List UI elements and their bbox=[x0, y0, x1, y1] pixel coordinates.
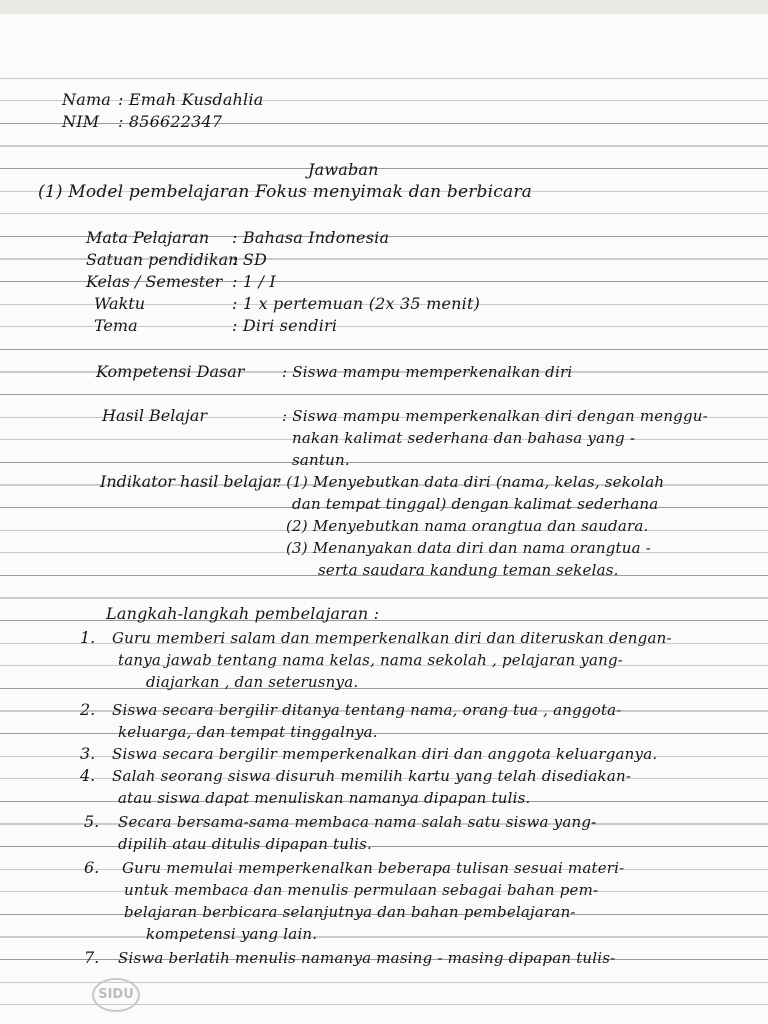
step-line: untuk membaca dan menulis permulaan sebagai bahan pem- bbox=[124, 881, 599, 899]
indikator-line: (2) Menyebutkan nama orangtua dan saudara. bbox=[286, 517, 649, 535]
page-title: Jawaban bbox=[308, 160, 379, 179]
hasil-line: nakan kalimat sederhana dan bahasa yang - bbox=[292, 429, 636, 447]
info-label: Waktu bbox=[94, 294, 146, 313]
step-number: 1. bbox=[80, 628, 96, 647]
indikator-label: Indikator hasil belajar bbox=[100, 472, 280, 491]
info-label: Satuan pendidikan bbox=[86, 250, 239, 269]
info-label: Tema bbox=[94, 316, 138, 335]
info-label: Mata Pelajaran bbox=[86, 228, 210, 247]
step-number: 4. bbox=[80, 766, 96, 785]
indikator-line: (3) Menanyakan data diri dan nama orangtua - bbox=[286, 539, 651, 557]
info-value: : Bahasa Indonesia bbox=[232, 228, 390, 247]
step-line: belajaran berbicara selanjutnya dan bahan pembelajaran- bbox=[124, 903, 576, 921]
nim-value: : 856622347 bbox=[118, 112, 223, 131]
step-line: Guru memberi salam dan memperkenalkan diri dan diteruskan dengan- bbox=[112, 629, 672, 647]
langkah-heading: Langkah-langkah pembelajaran : bbox=[106, 604, 380, 623]
step-number: 7. bbox=[84, 948, 100, 967]
info-value: : SD bbox=[232, 250, 268, 269]
step-line: kompetensi yang lain. bbox=[146, 925, 318, 943]
step-line: diajarkan , dan seterusnya. bbox=[146, 673, 359, 691]
scan-top-edge bbox=[0, 0, 768, 14]
step-line: Salah seorang siswa disuruh memilih kartu yang telah disediakan- bbox=[112, 767, 632, 785]
nama-label: Nama bbox=[62, 90, 112, 109]
nama-value: : Emah Kusdahlia bbox=[118, 90, 264, 109]
logo-text: SIDU bbox=[98, 987, 134, 1002]
nim-label: NIM bbox=[62, 112, 100, 131]
step-line: Guru memulai memperkenalkan beberapa tulisan sesuai materi- bbox=[122, 859, 625, 877]
indikator-line: : (1) Menyebutkan data diri (nama, kelas, sekolah bbox=[276, 473, 665, 491]
info-label: Kelas / Semester bbox=[86, 272, 223, 291]
step-number: 2. bbox=[80, 700, 96, 719]
step-line: tanya jawab tentang nama kelas, nama sekolah , pelajaran yang- bbox=[118, 651, 624, 669]
step-number: 6. bbox=[84, 858, 100, 877]
sidu-logo-watermark bbox=[92, 978, 140, 1012]
kompetensi-value: : Siswa mampu memperkenalkan diri bbox=[282, 363, 573, 381]
question-heading: (1) Model pembelajaran Fokus menyimak dan berbicara bbox=[38, 182, 532, 202]
info-value: : 1 / I bbox=[232, 272, 276, 291]
hasil-line: : Siswa mampu memperkenalkan diri dengan menggu- bbox=[282, 407, 708, 425]
step-line: Secara bersama-sama membaca nama salah satu siswa yang- bbox=[118, 813, 597, 831]
step-number: 3. bbox=[80, 744, 96, 763]
step-number: 5. bbox=[84, 812, 100, 831]
step-line: Siswa berlatih menulis namanya masing - masing dipapan tulis- bbox=[118, 949, 616, 967]
indikator-line: serta saudara kandung teman sekelas. bbox=[318, 561, 619, 579]
step-line: keluarga, dan tempat tinggalnya. bbox=[118, 723, 378, 741]
hasil-label: Hasil Belajar bbox=[102, 406, 208, 425]
info-value: : 1 x pertemuan (2x 35 menit) bbox=[232, 294, 481, 313]
hasil-line: santun. bbox=[292, 451, 350, 469]
info-value: : Diri sendiri bbox=[232, 316, 338, 335]
indikator-line: dan tempat tinggal) dengan kalimat sederhana bbox=[292, 495, 659, 513]
kompetensi-label: Kompetensi Dasar bbox=[96, 362, 245, 381]
step-line: Siswa secara bergilir memperkenalkan diri dan anggota keluarganya. bbox=[112, 745, 658, 763]
step-line: atau siswa dapat menuliskan namanya dipapan tulis. bbox=[118, 789, 531, 807]
step-line: Siswa secara bergilir ditanya tentang nama, orang tua , anggota- bbox=[112, 701, 622, 719]
step-line: dipilih atau ditulis dipapan tulis. bbox=[118, 835, 372, 853]
